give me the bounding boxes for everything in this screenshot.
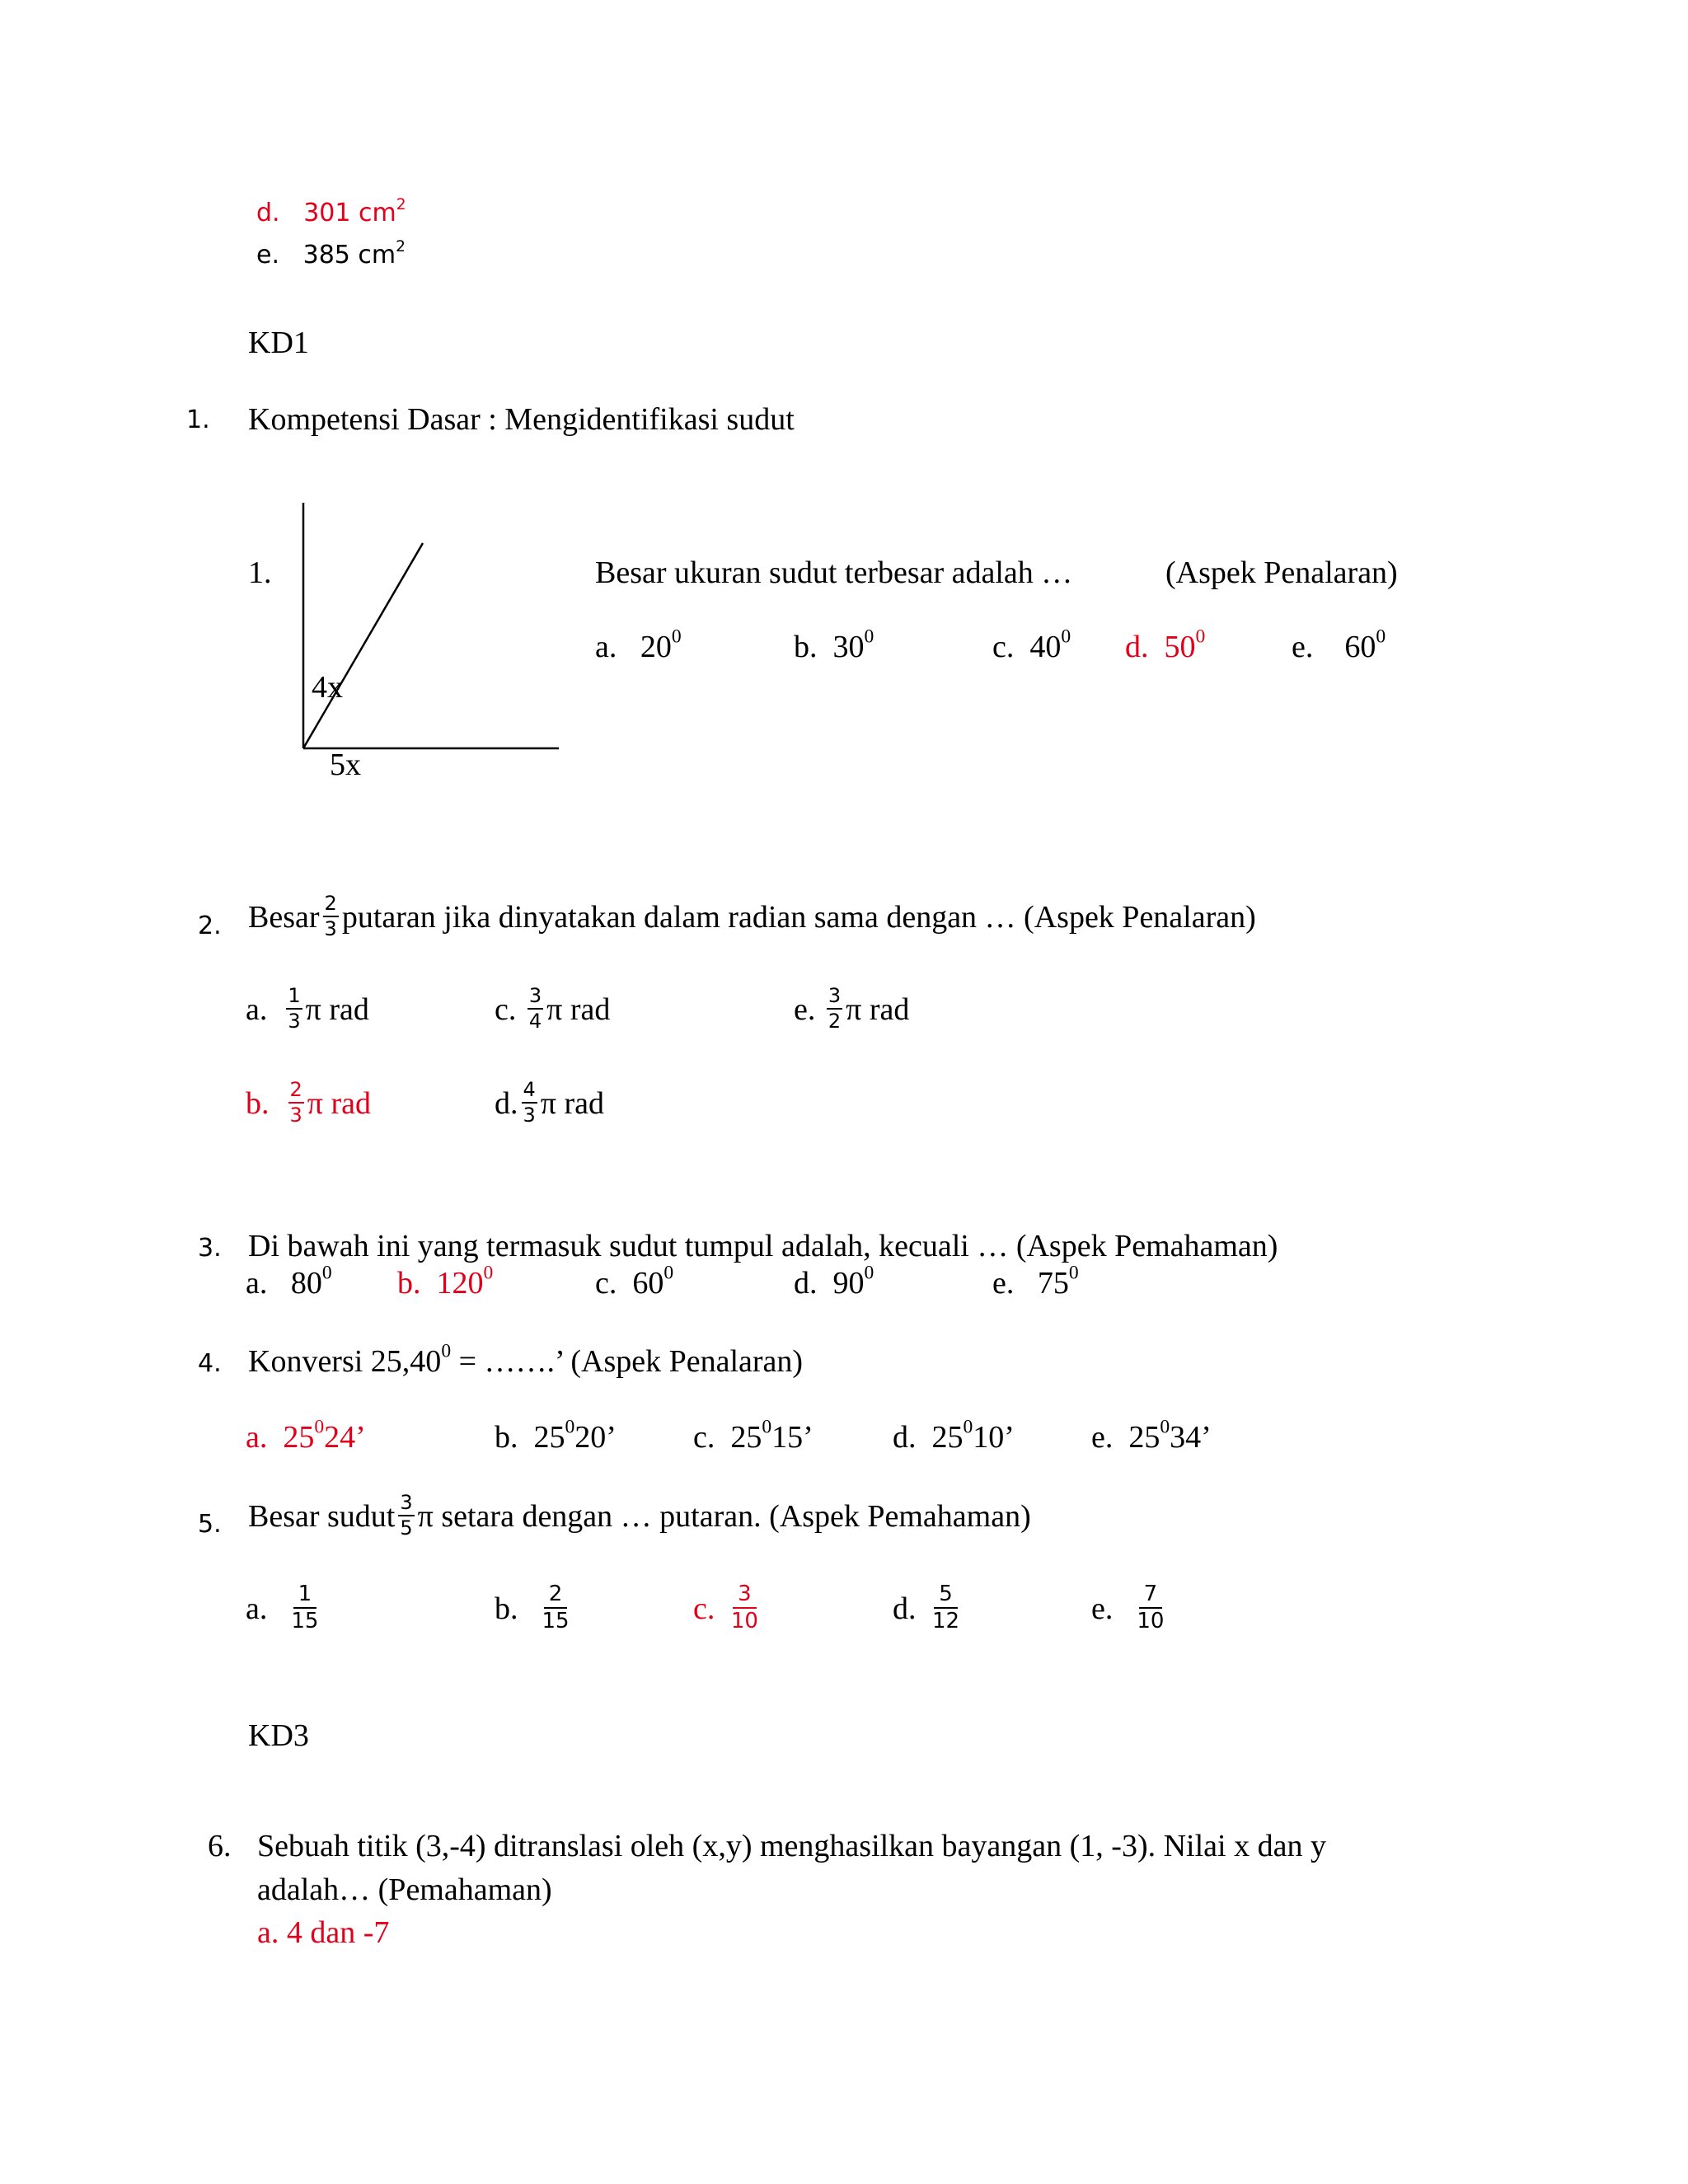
fraction: $\frac{3}{5}$ [400,1491,413,1540]
option-e[interactable]: e. $75^0$ [992,1262,1079,1301]
option-b-answer[interactable]: b. $120^0$ [397,1262,494,1301]
option-c[interactable]: c. $\frac{3}{4}$ π rad [495,984,611,1033]
option-b[interactable]: b. $\frac{2}{15}$ [495,1582,570,1634]
question-number: 6. [208,1829,232,1863]
question-number: 4. [198,1349,222,1378]
option-c[interactable]: c. $25^015$’ [693,1416,814,1455]
prev-option-d: d. 301 $cm^2$ [256,196,406,227]
question-text: Di bawah ini yang termasuk sudut tumpul adalah, kecuali … (Aspek Pemahaman) [248,1229,1278,1263]
diagonal-ray [303,543,423,748]
option-d[interactable]: d. $\frac{4}{3}$ π rad [495,1078,604,1127]
question-number: 1. [248,555,272,590]
question-text: Besar sudut $\frac{3}{5}$ π setara dengan … putaran. (Aspek Pemahaman) [248,1491,1031,1540]
question-text: Besar $\frac{2}{3}$ putaran jika dinyatakan dalam radian sama dengan … (Aspek Penalaran) [248,892,1256,941]
question-number: 5. [198,1510,222,1539]
option-a[interactable]: a. $20^0$ [595,626,682,664]
option-a[interactable]: a. $\frac{1}{3}$ π rad [246,984,369,1033]
option-e[interactable]: e. $25^034$’ [1091,1416,1212,1455]
option-d[interactable]: d. $25^010$’ [893,1416,1015,1455]
angle-label-5x: 5x [330,748,361,782]
option-a[interactable]: a. $\frac{1}{15}$ [246,1582,319,1634]
option-c[interactable]: c. $40^0$ [992,626,1071,664]
question-number: 3. [198,1234,222,1263]
angle-label-4x: 4x [312,670,343,705]
option-b[interactable]: b. $25^020$’ [495,1416,617,1455]
option-e[interactable]: e. $\frac{7}{10}$ [1091,1582,1165,1634]
option-d[interactable]: d. $\frac{5}{12}$ [893,1582,960,1634]
question-number: 2. [198,912,222,940]
option-d-answer[interactable]: d. $50^0$ [1125,626,1206,664]
question-text-line1: Sebuah titik (3,-4) ditranslasi oleh (x,y) menghasilkan bayangan (1, -3). Nilai x dan y [257,1829,1326,1863]
option-a[interactable]: a. $80^0$ [246,1262,332,1301]
competency-title: Kompetensi Dasar : Mengidentifikasi sudut [248,402,795,437]
question-text: Konversi $25,40^0$ = …….’ (Aspek Penalaran) [248,1340,804,1379]
option-c[interactable]: c. $60^0$ [595,1262,674,1301]
option-d[interactable]: d. $90^0$ [794,1262,874,1301]
question-text: Besar ukuran sudut terbesar adalah … [595,555,1073,590]
option-b-answer[interactable]: b. $\frac{2}{3}$ π rad [246,1078,371,1127]
list-number: 1. [186,405,210,434]
option-e[interactable]: e. $60^0$ [1292,626,1386,664]
prev-option-e: e. 385 $cm^2$ [256,238,406,269]
option-a-answer[interactable]: a. $25^024$’ [246,1416,366,1455]
option-e[interactable]: e. $\frac{3}{2}$ π rad [794,984,910,1033]
fraction: $\frac{2}{3}$ [324,892,337,941]
section-heading-kd3: KD3 [248,1718,309,1753]
option-a-answer[interactable]: a. 4 dan -7 [257,1915,390,1950]
option-c-answer[interactable]: c. $\frac{3}{10}$ [693,1582,758,1634]
section-heading-kd1: KD1 [248,326,309,360]
aspect-label: (Aspek Penalaran) [1165,555,1398,590]
option-b[interactable]: b. $30^0$ [794,626,874,664]
question-text-line2: adalah… (Pemahaman) [257,1872,552,1907]
